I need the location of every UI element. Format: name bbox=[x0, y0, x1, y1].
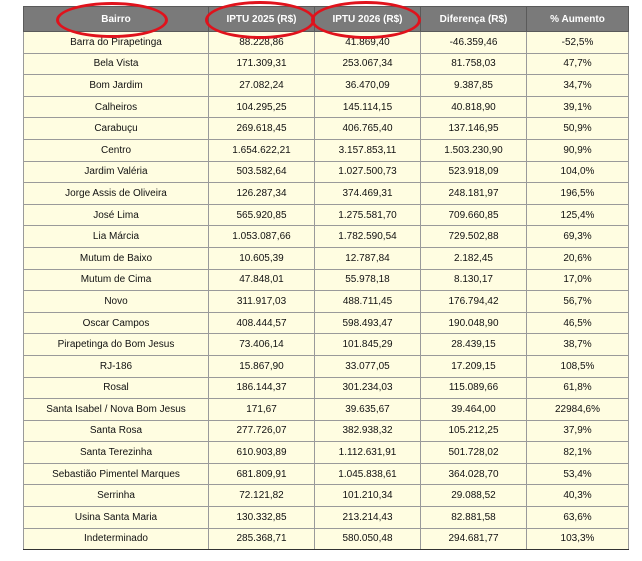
cell-bairro: Bom Jardim bbox=[24, 75, 209, 97]
cell-diferenca: 105.212,25 bbox=[421, 420, 527, 442]
cell-iptu-2026: 145.114,15 bbox=[315, 96, 421, 118]
cell-bairro: Rosal bbox=[24, 377, 209, 399]
table-row bbox=[24, 183, 629, 205]
cell-iptu-2026: 253.067,34 bbox=[315, 53, 421, 75]
cell-iptu-2026: 301.234,03 bbox=[315, 377, 421, 399]
cell-bairro: Barra do Pirapetinga bbox=[24, 32, 209, 54]
cell-iptu-2025: 681.809,91 bbox=[209, 463, 315, 485]
cell-bairro: RJ-186 bbox=[24, 355, 209, 377]
cell-bairro: Usina Santa Maria bbox=[24, 507, 209, 529]
cell-iptu-2025: 285.368,71 bbox=[209, 528, 315, 550]
cell-iptu-2025: 408.444,57 bbox=[209, 312, 315, 334]
cell-iptu-2025: 73.406,14 bbox=[209, 334, 315, 356]
cell-aumento: 47,7% bbox=[527, 53, 629, 75]
cell-iptu-2025: 610.903,89 bbox=[209, 442, 315, 464]
cell-diferenca: 294.681,77 bbox=[421, 528, 527, 550]
table-row bbox=[24, 226, 629, 248]
table-row bbox=[24, 334, 629, 356]
cell-iptu-2025: 171,67 bbox=[209, 399, 315, 421]
table-row bbox=[24, 463, 629, 485]
table-row bbox=[24, 247, 629, 269]
cell-aumento: 40,3% bbox=[527, 485, 629, 507]
cell-iptu-2026: 488.711,45 bbox=[315, 291, 421, 313]
cell-bairro: Jorge Assis de Oliveira bbox=[24, 183, 209, 205]
cell-aumento: 46,5% bbox=[527, 312, 629, 334]
cell-iptu-2026: 580.050,48 bbox=[315, 528, 421, 550]
table-row bbox=[24, 291, 629, 313]
cell-aumento: 22984,6% bbox=[527, 399, 629, 421]
cell-diferenca: 9.387,85 bbox=[421, 75, 527, 97]
table-row bbox=[24, 75, 629, 97]
cell-bairro: Santa Rosa bbox=[24, 420, 209, 442]
cell-iptu-2025: 130.332,85 bbox=[209, 507, 315, 529]
table-row bbox=[24, 96, 629, 118]
cell-iptu-2026: 39.635,67 bbox=[315, 399, 421, 421]
cell-diferenca: 709.660,85 bbox=[421, 204, 527, 226]
cell-aumento: 17,0% bbox=[527, 269, 629, 291]
cell-bairro: Centro bbox=[24, 139, 209, 161]
cell-bairro: Mutum de Cima bbox=[24, 269, 209, 291]
table-row bbox=[24, 420, 629, 442]
cell-iptu-2026: 1.112.631,91 bbox=[315, 442, 421, 464]
cell-iptu-2025: 1.654.622,21 bbox=[209, 139, 315, 161]
header-diferenca: Diferença (R$) bbox=[421, 7, 527, 32]
iptu-table-container bbox=[23, 6, 628, 550]
cell-iptu-2025: 171.309,31 bbox=[209, 53, 315, 75]
cell-iptu-2026: 1.027.500,73 bbox=[315, 161, 421, 183]
cell-bairro: Sebastião Pimentel Marques bbox=[24, 463, 209, 485]
cell-aumento: -52,5% bbox=[527, 32, 629, 54]
cell-diferenca: 190.048,90 bbox=[421, 312, 527, 334]
cell-diferenca: 81.758,03 bbox=[421, 53, 527, 75]
cell-iptu-2026: 3.157.853,11 bbox=[315, 139, 421, 161]
cell-aumento: 20,6% bbox=[527, 247, 629, 269]
table-row bbox=[24, 377, 629, 399]
cell-diferenca: 248.181,97 bbox=[421, 183, 527, 205]
table-row bbox=[24, 32, 629, 54]
cell-aumento: 104,0% bbox=[527, 161, 629, 183]
cell-aumento: 61,8% bbox=[527, 377, 629, 399]
cell-bairro: Indeterminado bbox=[24, 528, 209, 550]
cell-iptu-2026: 382.938,32 bbox=[315, 420, 421, 442]
cell-iptu-2025: 269.618,45 bbox=[209, 118, 315, 140]
table-row bbox=[24, 118, 629, 140]
table-header-row bbox=[24, 7, 629, 32]
cell-diferenca: 39.464,00 bbox=[421, 399, 527, 421]
cell-iptu-2025: 1.053.087,66 bbox=[209, 226, 315, 248]
cell-aumento: 53,4% bbox=[527, 463, 629, 485]
cell-iptu-2025: 10.605,39 bbox=[209, 247, 315, 269]
cell-iptu-2026: 101.210,34 bbox=[315, 485, 421, 507]
cell-bairro: Calheiros bbox=[24, 96, 209, 118]
cell-diferenca: 729.502,88 bbox=[421, 226, 527, 248]
cell-aumento: 103,3% bbox=[527, 528, 629, 550]
table-row bbox=[24, 312, 629, 334]
table-row bbox=[24, 442, 629, 464]
cell-diferenca: -46.359,46 bbox=[421, 32, 527, 54]
cell-bairro: Novo bbox=[24, 291, 209, 313]
cell-diferenca: 176.794,42 bbox=[421, 291, 527, 313]
cell-diferenca: 1.503.230,90 bbox=[421, 139, 527, 161]
cell-bairro: Lia Márcia bbox=[24, 226, 209, 248]
cell-diferenca: 364.028,70 bbox=[421, 463, 527, 485]
cell-iptu-2025: 565.920,85 bbox=[209, 204, 315, 226]
table-row bbox=[24, 161, 629, 183]
cell-bairro: Jardim Valéria bbox=[24, 161, 209, 183]
cell-bairro: Mutum de Baixo bbox=[24, 247, 209, 269]
cell-iptu-2025: 27.082,24 bbox=[209, 75, 315, 97]
cell-aumento: 38,7% bbox=[527, 334, 629, 356]
cell-aumento: 50,9% bbox=[527, 118, 629, 140]
header-iptu-2026: IPTU 2026 (R$) bbox=[315, 7, 421, 32]
cell-iptu-2026: 41.869,40 bbox=[315, 32, 421, 54]
cell-aumento: 90,9% bbox=[527, 139, 629, 161]
cell-iptu-2025: 88.228,86 bbox=[209, 32, 315, 54]
cell-diferenca: 29.088,52 bbox=[421, 485, 527, 507]
cell-bairro: Serrinha bbox=[24, 485, 209, 507]
cell-iptu-2025: 47.848,01 bbox=[209, 269, 315, 291]
cell-diferenca: 40.818,90 bbox=[421, 96, 527, 118]
cell-iptu-2026: 1.045.838,61 bbox=[315, 463, 421, 485]
cell-iptu-2025: 503.582,64 bbox=[209, 161, 315, 183]
cell-diferenca: 82.881,58 bbox=[421, 507, 527, 529]
cell-aumento: 37,9% bbox=[527, 420, 629, 442]
cell-bairro: Bela Vista bbox=[24, 53, 209, 75]
cell-aumento: 108,5% bbox=[527, 355, 629, 377]
cell-aumento: 82,1% bbox=[527, 442, 629, 464]
table-row bbox=[24, 355, 629, 377]
cell-diferenca: 523.918,09 bbox=[421, 161, 527, 183]
cell-aumento: 39,1% bbox=[527, 96, 629, 118]
header-iptu-2025: IPTU 2025 (R$) bbox=[209, 7, 315, 32]
cell-iptu-2025: 277.726,07 bbox=[209, 420, 315, 442]
cell-bairro: Pirapetinga do Bom Jesus bbox=[24, 334, 209, 356]
cell-iptu-2026: 36.470,09 bbox=[315, 75, 421, 97]
cell-iptu-2026: 374.469,31 bbox=[315, 183, 421, 205]
cell-bairro: José Lima bbox=[24, 204, 209, 226]
cell-bairro: Oscar Campos bbox=[24, 312, 209, 334]
cell-aumento: 56,7% bbox=[527, 291, 629, 313]
table-row bbox=[24, 485, 629, 507]
table-row bbox=[24, 53, 629, 75]
cell-diferenca: 137.146,95 bbox=[421, 118, 527, 140]
cell-aumento: 69,3% bbox=[527, 226, 629, 248]
cell-diferenca: 8.130,17 bbox=[421, 269, 527, 291]
cell-iptu-2026: 213.214,43 bbox=[315, 507, 421, 529]
cell-diferenca: 115.089,66 bbox=[421, 377, 527, 399]
iptu-comparison-table bbox=[23, 6, 629, 550]
cell-diferenca: 501.728,02 bbox=[421, 442, 527, 464]
cell-aumento: 196,5% bbox=[527, 183, 629, 205]
cell-bairro: Santa Terezinha bbox=[24, 442, 209, 464]
table-row bbox=[24, 204, 629, 226]
header-bairro: Bairro bbox=[24, 7, 209, 32]
cell-aumento: 125,4% bbox=[527, 204, 629, 226]
cell-iptu-2025: 72.121,82 bbox=[209, 485, 315, 507]
cell-bairro: Santa Isabel / Nova Bom Jesus bbox=[24, 399, 209, 421]
cell-iptu-2026: 33.077,05 bbox=[315, 355, 421, 377]
cell-iptu-2026: 12.787,84 bbox=[315, 247, 421, 269]
cell-iptu-2026: 598.493,47 bbox=[315, 312, 421, 334]
cell-diferenca: 28.439,15 bbox=[421, 334, 527, 356]
table-row bbox=[24, 269, 629, 291]
cell-iptu-2026: 1.782.590,54 bbox=[315, 226, 421, 248]
cell-bairro: Carabuçu bbox=[24, 118, 209, 140]
cell-iptu-2025: 126.287,34 bbox=[209, 183, 315, 205]
cell-iptu-2025: 311.917,03 bbox=[209, 291, 315, 313]
cell-diferenca: 2.182,45 bbox=[421, 247, 527, 269]
table-row bbox=[24, 528, 629, 550]
cell-aumento: 34,7% bbox=[527, 75, 629, 97]
cell-iptu-2026: 1.275.581,70 bbox=[315, 204, 421, 226]
cell-iptu-2025: 186.144,37 bbox=[209, 377, 315, 399]
header-aumento: % Aumento bbox=[527, 7, 629, 32]
table-row bbox=[24, 399, 629, 421]
cell-iptu-2025: 104.295,25 bbox=[209, 96, 315, 118]
table-row bbox=[24, 507, 629, 529]
table-row bbox=[24, 139, 629, 161]
cell-iptu-2026: 406.765,40 bbox=[315, 118, 421, 140]
cell-aumento: 63,6% bbox=[527, 507, 629, 529]
cell-iptu-2025: 15.867,90 bbox=[209, 355, 315, 377]
table-body bbox=[24, 32, 629, 550]
cell-iptu-2026: 55.978,18 bbox=[315, 269, 421, 291]
cell-iptu-2026: 101.845,29 bbox=[315, 334, 421, 356]
cell-diferenca: 17.209,15 bbox=[421, 355, 527, 377]
